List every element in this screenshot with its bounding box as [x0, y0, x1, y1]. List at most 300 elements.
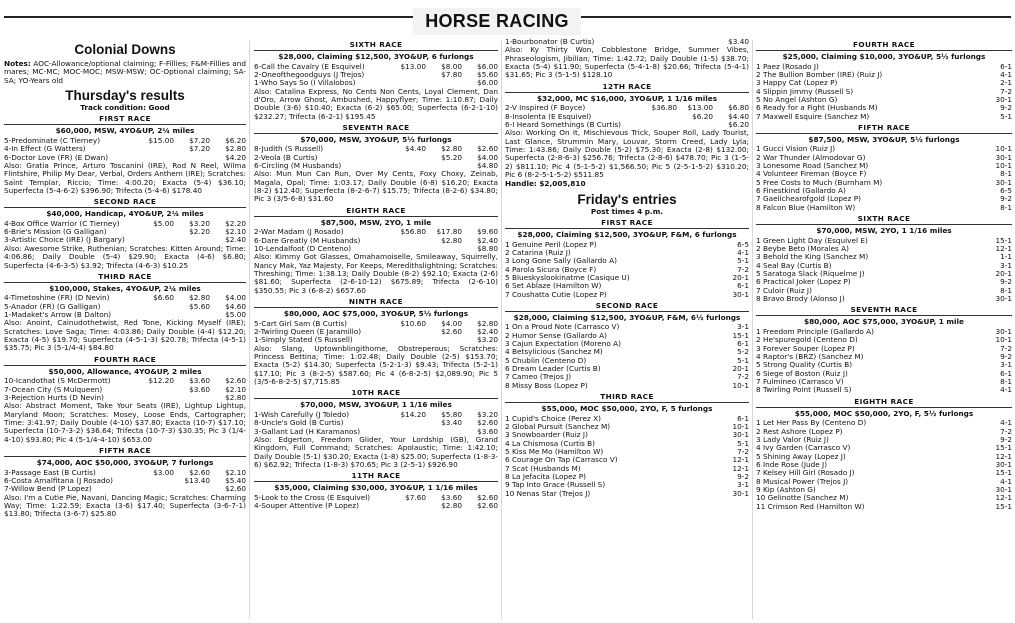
- show-payout: $2.10: [225, 467, 246, 477]
- race-conditions: $32,000, MC $16,000, 3YO&UP, 1 1/16 miles: [505, 92, 749, 104]
- entry-row: [756, 253, 1012, 261]
- entries-list: [505, 218, 749, 498]
- horse-jockey: 3 Forever Souper (Lopez P): [756, 344, 855, 353]
- horse-jockey: 7 Culoir (Ruiz J): [756, 286, 812, 295]
- morning-line-odds: 6-1: [737, 413, 749, 423]
- result-row: [254, 237, 498, 245]
- entry-row: [756, 461, 1012, 469]
- horse-jockey: 6 Inde Rose (Jude J): [756, 460, 828, 469]
- show-payout: $2.60: [225, 376, 246, 386]
- show-payout: $4.60: [225, 301, 246, 311]
- horse-jockey: 7 Fulmineo (Carrasco V): [756, 377, 844, 386]
- morning-line-odds: 30-1: [732, 430, 749, 440]
- handle-total: Handle: $2,005,810: [505, 179, 586, 189]
- show-payout: $4.20: [225, 152, 246, 162]
- horse-jockey: 6 Ready for a Fight (Husbands M): [756, 104, 878, 113]
- notes-label: Notes:: [4, 59, 31, 68]
- morning-line-odds: 8-1: [1000, 202, 1012, 212]
- horse-jockey: 3 Cajun Expectation (Moreno A): [505, 340, 621, 349]
- morning-line-odds: 30-1: [995, 484, 1012, 494]
- race-title: FOURTH RACE: [852, 40, 916, 49]
- win-payout: $56.80: [400, 227, 426, 237]
- column-4: [756, 38, 1012, 623]
- horse-jockey: 6-Call the Cavalry (E Esquivel): [254, 62, 365, 71]
- entry-row: [505, 266, 749, 274]
- section-banner: [0, 0, 1015, 36]
- race-details: Also: Awesome Strike, Ruthenian; Scratches: Kitten Around; Time: 4:06.86; Daily Double (5-4) $29.90; Exacta (4-6) $6.80; Superfecta (4-6-3-5) $3.92; Trifecta (4-6-3) $10.25: [4, 243, 246, 270]
- morning-line-odds: 6-5: [1000, 186, 1012, 196]
- show-payout: $6.20: [728, 119, 749, 129]
- entry-row: [756, 328, 1012, 336]
- race-title: SEVENTH RACE: [850, 305, 918, 315]
- horse-jockey: 8 Twirling Point (Russell S): [756, 386, 852, 395]
- race-conditions: $28,000, Claiming $12,500, 3YO&UP, F&M, 6 furlongs: [505, 228, 749, 240]
- race-details: Also: Mun Mun Can Run, Over My Cents, Foxy Choxy, Zeinab, Magala, Opal; Time: 1:03.17; Daily Double (6-8) $16.20; Exacta (8-2) $12.40; Superfecta (8-2-6-7) $15.75; Trifecta (8-2-6) $34.80; Pic 3 (3/5-6-8) $31.60: [254, 169, 498, 204]
- show-payout: $2.60: [477, 144, 498, 154]
- race-conditions: $55,000, MOC $50,000, 2YO, F, 5½ furlongs: [756, 407, 1012, 419]
- morning-line-odds: 12-1: [732, 463, 749, 473]
- horse-jockey: 6-I Heard Somethings (B Curtis): [505, 120, 622, 129]
- horse-jockey: 2-Oneofthegoodguys (J Trejos): [254, 70, 365, 79]
- entry-row: [756, 88, 1012, 96]
- morning-line-odds: 6-1: [1000, 368, 1012, 378]
- horse-jockey: 6 Courage On Tap (Carrasco V): [505, 456, 618, 465]
- horse-jockey: 10-Icandothat (S McDermott): [4, 377, 111, 386]
- show-payout: $2.60: [477, 501, 498, 511]
- show-payout: $3.20: [477, 409, 498, 419]
- morning-line-odds: 6-5: [737, 239, 749, 249]
- horse-jockey: 5 Chublin (Centeno D): [505, 356, 587, 365]
- horse-jockey: 3 Happy Cat (Lopez P): [756, 79, 838, 88]
- entry-row: [756, 162, 1012, 170]
- morning-line-odds: 15-1: [995, 468, 1012, 478]
- morning-line-odds: 30-1: [732, 289, 749, 299]
- race-details: Also: Gratia Prince, Arturo Toscanini (IRE), Rod N Reel, Wilma Flintshire, Philip My Dear, Verbal, Orders Anthem (IRE); Scratches: Saint Templar, Riccio; Time: 4:00.20; Exacta (5-4) $36.10; Superfecta (5-4-6-2) $396.90; Trifecta (5-4-6) $178.40: [4, 160, 246, 195]
- show-payout: $2.40: [477, 326, 498, 336]
- entry-row: [756, 469, 1012, 477]
- race-conditions: $28,000, Claiming $12,500, 3YO&UP, 6 furlongs: [254, 50, 498, 62]
- race-conditions: $70,000, MSW, 2YO, 1 1/16 miles: [756, 224, 1012, 236]
- place-payout: $2.80: [441, 235, 462, 245]
- place-payout: $13.00: [687, 103, 713, 113]
- horse-jockey: 5 No Angel (Ashton G): [756, 95, 838, 104]
- result-row: [4, 386, 246, 394]
- morning-line-odds: 30-1: [995, 152, 1012, 162]
- entries-title: Friday's entries: [577, 191, 677, 207]
- result-row: [4, 145, 246, 153]
- horse-jockey: 4 Betsylicious (Sanchez M): [505, 348, 603, 357]
- horse-jockey: 2 War Thunder (Almodovar G): [756, 153, 866, 162]
- entry-row: [505, 241, 749, 249]
- race-title: FIRST RACE: [99, 114, 151, 124]
- morning-line-odds: 9-2: [1000, 194, 1012, 204]
- horse-jockey: 1 Cupid's Choice (Perez X): [505, 414, 601, 423]
- horse-jockey: 6-Dare Greatly (M Husbands): [254, 236, 361, 245]
- horse-jockey: 6-Doctor Love (FR) (E Dwan): [4, 153, 109, 162]
- morning-line-odds: 7-2: [737, 264, 749, 274]
- entry-block: [756, 214, 1012, 303]
- horse-jockey: 4 Seal Bay (Curtis B): [756, 261, 832, 270]
- show-payout: $4.00: [477, 152, 498, 162]
- win-payout: [138, 303, 174, 311]
- entry-row: [505, 340, 749, 348]
- race-title: SECOND RACE: [595, 300, 659, 310]
- entry-row: [756, 170, 1012, 178]
- place-payout: $2.80: [441, 501, 462, 511]
- race-title: SEVENTH RACE: [342, 122, 410, 132]
- entry-row: [756, 370, 1012, 378]
- show-payout: $8.80: [477, 244, 498, 253]
- race-block: [254, 297, 498, 386]
- race-title: FIRST RACE: [601, 218, 653, 227]
- place-payout: $3.40: [441, 418, 462, 428]
- horse-jockey: 4 La Chismosa (Curtis B): [505, 439, 595, 448]
- horse-jockey: 1 Genuine Peril (Lopez P): [505, 240, 597, 249]
- entry-block: [756, 40, 1012, 121]
- race-conditions: $35,000, Claiming $30,000, 3YO&UP, 1 1/16 miles: [254, 481, 498, 493]
- win-payout: $10.60: [400, 318, 426, 328]
- race-title: SECOND RACE: [93, 197, 157, 207]
- entry-row: [756, 428, 1012, 436]
- morning-line-odds: 30-1: [995, 94, 1012, 104]
- horse-jockey: 1-Wish Carefully (J Toledo): [254, 410, 350, 419]
- show-payout: $6.00: [477, 78, 498, 88]
- entry-row: [756, 361, 1012, 369]
- race-details: Also: Anoint, Cainudothetwist, Red Tone, Kicking Myself (IRE); Scratches: Love Saga; Time: 4:03.86; Daily Double (4-4) $12.20; Exacta (4-5) $19.70; Superfecta (4-5-1-3) $20.78; Trifecta (4-5-1) $35.75; Pic 3 (5-1/4-4) $84.80: [4, 318, 246, 353]
- race-block: [4, 446, 246, 519]
- place-payout: $5.20: [441, 152, 462, 162]
- result-row: [4, 477, 246, 485]
- show-payout: $2.60: [225, 484, 246, 494]
- horse-jockey: 7-Ocean City (S Mulqueen): [4, 385, 103, 394]
- morning-line-odds: 7-2: [737, 372, 749, 382]
- horse-jockey: 2-Veola (B Curtis): [254, 153, 318, 162]
- show-payout: $2.80: [477, 318, 498, 328]
- horse-jockey: 6-Costa Amalfitana (J Rosado): [4, 476, 113, 485]
- horse-jockey: 5 Kiss Me Mo (Hamilton W): [505, 448, 604, 457]
- entry-row: [756, 195, 1012, 203]
- race-conditions: $74,000, AOC $50,000, 3YO&UP, 7 furlongs: [4, 456, 246, 468]
- entry-row: [505, 490, 749, 498]
- entry-row: [756, 79, 1012, 87]
- horse-jockey: 3-Passage East (B Curtis): [4, 468, 96, 477]
- morning-line-odds: 8-1: [1000, 376, 1012, 386]
- place-payout: $6.20: [692, 111, 713, 121]
- show-payout: $3.60: [477, 426, 498, 436]
- place-payout: $5.80: [441, 409, 462, 419]
- entry-row: [505, 249, 749, 257]
- entry-row: [756, 278, 1012, 286]
- race-title: FOURTH RACE: [93, 354, 157, 364]
- notes: [4, 60, 246, 85]
- horse-jockey: 3-Gallant Lad (H Karamanos): [254, 427, 361, 436]
- horse-jockey: 5-Look to the Cross (E Esquivel): [254, 493, 371, 502]
- show-payout: $3.40: [728, 38, 749, 46]
- win-payout: $3.00: [153, 467, 174, 477]
- horse-jockey: 2 Rest Ashore (Lopez P): [756, 427, 843, 436]
- entry-row: [756, 378, 1012, 386]
- horse-jockey: 7 Kelsey Hill Girl (Rosado J): [756, 469, 855, 478]
- horse-jockey: 7 Maxwell Esquire (Sanchez M): [756, 112, 870, 121]
- horse-jockey: 4 Slippin Jimmy (Russell S): [756, 87, 854, 96]
- entry-row: [505, 365, 749, 373]
- morning-line-odds: 30-1: [995, 294, 1012, 304]
- race-block: [4, 272, 246, 353]
- entry-row: [756, 262, 1012, 270]
- horse-jockey: 10 Nenas Star (Trejos J): [505, 489, 591, 498]
- morning-line-odds: 4-1: [1000, 69, 1012, 79]
- show-payout: $6.80: [728, 103, 749, 113]
- entry-row: [756, 63, 1012, 71]
- race-12: [505, 82, 749, 180]
- horse-jockey: 8-Uncle's Gold (B Curtis): [254, 419, 344, 428]
- horse-jockey: 7-Willow Bend (P Lopez): [4, 485, 92, 494]
- horse-jockey: 6-Brie's Mission (G Galligan): [4, 228, 107, 237]
- show-payout: $2.80: [225, 144, 246, 154]
- show-payout: $2.80: [225, 392, 246, 402]
- show-payout: $2.10: [225, 384, 246, 394]
- track-condition: Track condition: Good: [80, 103, 170, 113]
- morning-line-odds: 30-1: [995, 459, 1012, 469]
- entry-row: [756, 386, 1012, 394]
- race-block: [254, 206, 498, 295]
- place-payout: $13.40: [184, 475, 210, 485]
- horse-jockey: 3-Rejection Hurts (D Nevin): [4, 393, 104, 402]
- morning-line-odds: 12-1: [995, 493, 1012, 503]
- win-payout: [138, 145, 174, 153]
- entry-row: [505, 323, 749, 331]
- entry-row: [756, 270, 1012, 278]
- show-payout: $4.40: [728, 111, 749, 121]
- entry-row: [756, 71, 1012, 79]
- morning-line-odds: 9-2: [1000, 103, 1012, 113]
- horse-jockey: 6 Finestkind (Gallardo A): [756, 187, 846, 196]
- entry-row: [505, 465, 749, 473]
- result-row: [4, 303, 246, 311]
- race-block: [254, 471, 498, 510]
- horse-jockey: 4-Souper Attentive (P Lopez): [254, 502, 359, 511]
- morning-line-odds: 6-1: [737, 339, 749, 349]
- race-details: Also: Slang, Uptownblingithome, Obstreperous; Scratches: Princess Bettina; Time: 1:02.48; Daily Double (2-5) $153.70; Exacta (5-2) $14.30; Superfecta (5-2-1-3) $9.43; Trifecta (5-2-1) $17.10; Pic 3 (8-2-5) $587.60; Pic 4 (6-8-2-5) $2,089.90; Pic 5 (3/5-6-8-2-5) $7,715.85: [254, 343, 498, 386]
- show-payout: $4.80: [477, 161, 498, 171]
- race-continued: [505, 38, 749, 80]
- race-details: Also: I'm a Cutie Pie, Navani, Dancing Magic; Scratches: Charming Way; Time: 1:22.59; Exacta (3-6) $17.40; Superfecta (3-6-7-1) $13.80; Trifecta (3-6-7) $25.80: [4, 492, 246, 519]
- race-conditions: $25,000, Claiming $10,000, 3YO&UP, 5½ furlongs: [756, 50, 1012, 62]
- horse-jockey: 4 Raptor's (BRZ) (Sanchez M): [756, 352, 864, 361]
- place-payout: $4.00: [441, 318, 462, 328]
- race-conditions: $70,000, MSW, 3YO&UP, 5½ furlongs: [254, 133, 498, 145]
- race-block: [254, 123, 498, 204]
- horse-jockey: 1 Freedom Principle (Gallardo A): [756, 327, 875, 336]
- morning-line-odds: 9-2: [1000, 277, 1012, 287]
- entry-row: [505, 440, 749, 448]
- place-payout: $3.20: [189, 218, 210, 228]
- column-3: [505, 38, 749, 623]
- race-title: SIXTH RACE: [857, 214, 911, 224]
- entry-block: [756, 305, 1012, 394]
- entry-row: [505, 473, 749, 481]
- horse-jockey: 8 La Jefacita (Lopez P): [505, 473, 586, 482]
- show-payout: $2.40: [477, 235, 498, 245]
- win-payout: [390, 237, 426, 245]
- race-title: THIRD RACE: [98, 271, 152, 281]
- race-title: EIGHTH RACE: [346, 205, 406, 215]
- horse-jockey: 7 Scat (Husbands M): [505, 464, 581, 473]
- race-title: EIGHTH RACE: [854, 396, 914, 406]
- morning-line-odds: 7-2: [1000, 343, 1012, 353]
- show-payout: $5.40: [225, 475, 246, 485]
- morning-line-odds: 7-2: [737, 447, 749, 457]
- morning-line-odds: 30-1: [995, 177, 1012, 187]
- horse-jockey: 10 Gelinotte (Sanchez M): [756, 494, 849, 503]
- horse-jockey: 1 Green Light Day (Esquivel E): [756, 236, 868, 245]
- race-title: THIRD RACE: [600, 392, 654, 402]
- morning-line-odds: 5-1: [737, 355, 749, 365]
- horse-jockey: 2 He'spuregold (Centeno D): [756, 336, 858, 345]
- show-payout: $4.00: [225, 293, 246, 303]
- entry-block: [756, 397, 1012, 511]
- horse-jockey: 8 Missy Boss (Lopez P): [505, 381, 588, 390]
- race-details: Also: Kimmy Got Glasses, Omahamoiselle, Smileaway, Squirrelly, Nancy Mak, Yaz Majesty, For Keeps, Meredithslightning; Scratches: Threshing; Time: 1:38.13; Daily Double (8-2) $92.10; Exacta (2-6) $81.60; Superfecta (2-6-10-12) $675.89; Trifecta (2-6-10) $350.55; Pic 3 (6-8-2) $657.60: [254, 252, 498, 295]
- morning-line-odds: 3-1: [1000, 360, 1012, 370]
- horse-jockey: 8-Judith (S Russell): [254, 145, 324, 154]
- entry-row: [756, 145, 1012, 153]
- horse-jockey: 5-Anador (FR) (G Galligan): [4, 302, 101, 311]
- horse-jockey: 6 Dream Leader (Curtis B): [505, 365, 601, 374]
- morning-line-odds: 15-1: [732, 330, 749, 340]
- horse-jockey: 3 Long Gone Sally (Gallardo A): [505, 257, 617, 266]
- morning-line-odds: 5-1: [1000, 111, 1012, 121]
- morning-line-odds: 3-1: [1000, 260, 1012, 270]
- horse-jockey: 4 Ivy Garden (Carrasco V): [756, 444, 851, 453]
- morning-line-odds: 10-1: [732, 422, 749, 431]
- show-payout: $3.20: [477, 335, 498, 345]
- morning-line-odds: 7-2: [1000, 86, 1012, 96]
- horse-jockey: 2 Humor Sense (Gallardo A): [505, 331, 607, 340]
- horse-jockey: 7 Coushatta Cutie (Lopez P): [505, 290, 607, 299]
- entry-row: [756, 295, 1012, 303]
- win-payout: $36.80: [651, 103, 677, 113]
- show-payout: $6.20: [225, 135, 246, 145]
- place-payout: $2.80: [441, 144, 462, 154]
- horse-jockey: 2-Twirling Queen (E Jaramillo): [254, 327, 362, 336]
- entry-row: [756, 494, 1012, 502]
- horse-jockey: 3-Artistic Choice (IRE) (J Bargary): [4, 236, 125, 245]
- morning-line-odds: 7-2: [1000, 426, 1012, 436]
- entry-row: [505, 415, 749, 423]
- entry-row: [505, 357, 749, 365]
- show-payout: $2.40: [225, 235, 246, 245]
- result-row: [254, 502, 498, 510]
- morning-line-odds: 9-2: [737, 472, 749, 482]
- horse-jockey: 7 Gaelichearofgold (Lopez P): [756, 195, 861, 204]
- entry-row: [505, 282, 749, 290]
- horse-jockey: 6 Practical Joker (Lopez P): [756, 278, 851, 287]
- horse-jockey: 1 On a Proud Note (Carrasco V): [505, 323, 620, 332]
- horse-jockey: 2 Catarina (Ruiz J): [505, 248, 571, 257]
- entries-list: [756, 40, 1012, 511]
- horse-jockey: 11 Crimson Red (Hamilton W): [756, 502, 865, 511]
- morning-line-odds: 12-1: [995, 451, 1012, 461]
- morning-line-odds: 10-1: [995, 335, 1012, 345]
- entry-row: [505, 423, 749, 431]
- place-payout: $2.60: [441, 326, 462, 336]
- win-payout: $6.60: [153, 293, 174, 303]
- horse-jockey: 1-Who Says So (I Villalobos): [254, 79, 356, 88]
- horse-jockey: 8 Bravo Brody (Alonso J): [756, 295, 845, 304]
- entry-block: [756, 123, 1012, 212]
- entry-row: [505, 373, 749, 381]
- race-conditions: $87,500, MSW, 2YO, 1 mile: [254, 216, 498, 228]
- horse-jockey: 2-War Madam (J Rosado): [254, 228, 344, 237]
- morning-line-odds: 1-1: [1000, 252, 1012, 262]
- race-conditions: $87,500, MSW, 3YO&UP, 5½ furlongs: [756, 133, 1012, 145]
- horse-jockey: 5 Strong Quality (Curtis B): [756, 361, 853, 370]
- race-block: [4, 114, 246, 195]
- entry-row: [756, 154, 1012, 162]
- win-payout: [641, 113, 677, 121]
- result-row: [254, 328, 498, 336]
- result-row: [4, 228, 246, 236]
- result-row: [254, 419, 498, 427]
- entry-row: [505, 274, 749, 282]
- horse-jockey: 5 Blueskyslookinatme (Casique U): [505, 273, 630, 282]
- entry-row: [756, 245, 1012, 253]
- horse-jockey: 5 Shining Away (Lopez J): [756, 452, 846, 461]
- entry-row: [756, 113, 1012, 121]
- horse-jockey: 3 Lonesome Road (Sanchez M): [756, 162, 869, 171]
- win-payout: [390, 71, 426, 79]
- race-conditions: $28,000, Claiming $12,500, 3YO&UP, F&M, 6½ furlongs: [505, 311, 749, 323]
- entry-row: [756, 104, 1012, 112]
- place-payout: $3.60: [441, 492, 462, 502]
- horse-jockey: 6-Circling (M Husbands): [254, 162, 342, 171]
- horse-jockey: 5-Cart Girl Sam (B Curtis): [254, 319, 348, 328]
- show-payout: $2.60: [477, 492, 498, 502]
- entry-row: [505, 382, 749, 390]
- morning-line-odds: 5-2: [737, 347, 749, 357]
- entry-row: [756, 187, 1012, 195]
- morning-line-odds: 15-1: [995, 235, 1012, 245]
- horse-jockey: 1-Bourbonator (B Curtis): [505, 38, 595, 46]
- horse-jockey: 1-Madaket's Arrow (B Dalton): [4, 311, 112, 320]
- show-payout: $6.00: [477, 61, 498, 71]
- race-block: [4, 355, 246, 444]
- race-title: FIFTH RACE: [858, 122, 910, 132]
- horse-jockey: 9 Tap Into Grace (Russell S): [505, 481, 606, 490]
- race-conditions: $50,000, Allowance, 4YO&UP, 2 miles: [4, 365, 246, 377]
- race-title: 11TH RACE: [351, 471, 401, 481]
- horse-jockey: 1-Simply Stated (S Russell): [254, 336, 353, 345]
- entry-row: [505, 456, 749, 464]
- morning-line-odds: 10-1: [995, 144, 1012, 154]
- result-row: [505, 113, 749, 121]
- column-2: [254, 38, 498, 623]
- entry-row: [756, 179, 1012, 187]
- show-payout: $2.60: [477, 418, 498, 428]
- win-payout: [138, 228, 174, 236]
- morning-line-odds: 4-1: [1000, 476, 1012, 486]
- entry-row: [505, 431, 749, 439]
- place-payout: $7.80: [441, 69, 462, 79]
- results-list: [254, 40, 498, 510]
- results-title: Thursday's results: [65, 88, 185, 104]
- post-time: Post times 4 p.m.: [590, 206, 664, 216]
- entry-row: [756, 419, 1012, 427]
- show-payout: $9.60: [477, 227, 498, 237]
- race-conditions: $70,000, MSW, 3YO&UP, 1 1/16 miles: [254, 398, 498, 410]
- race-block: [254, 388, 498, 469]
